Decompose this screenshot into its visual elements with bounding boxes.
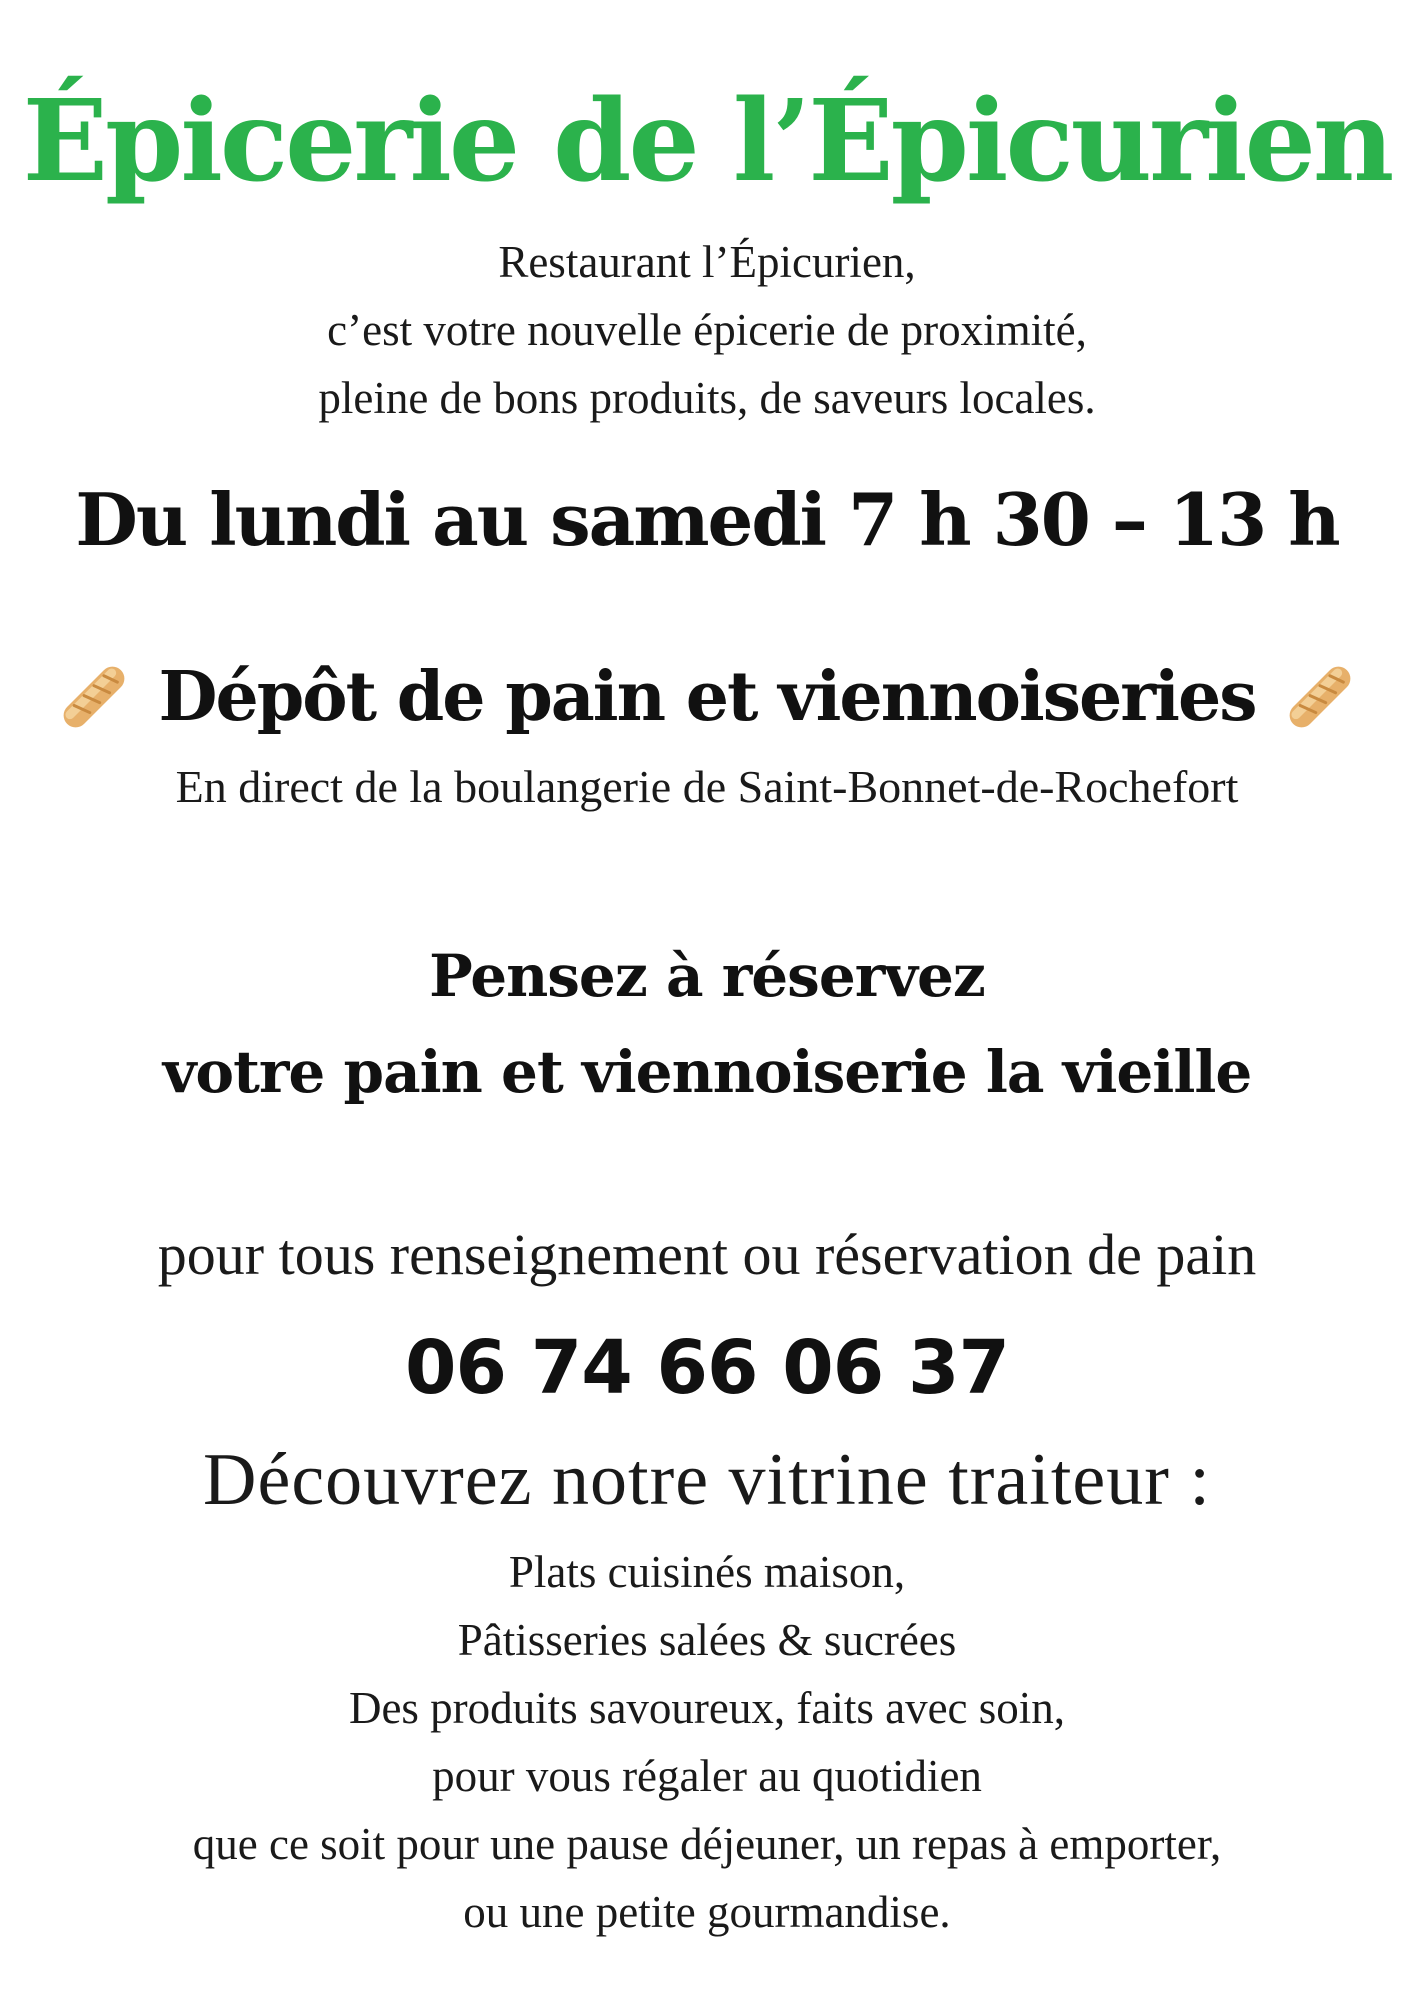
bakery-source: En direct de la boulangerie de Saint-Bonnet-de-Rochefort xyxy=(175,761,1239,812)
traiteur-line: Pâtisseries salées & sucrées xyxy=(457,1615,957,1665)
contact-text: pour tous renseignement ou réservation de pain xyxy=(157,1222,1257,1287)
traiteur-line: ou une petite gourmandise. xyxy=(463,1887,951,1937)
phone-number[interactable]: 06 74 66 06 37 xyxy=(405,1325,1009,1411)
traiteur-line: pour vous régaler au quotidien xyxy=(432,1751,982,1801)
bread-heading xyxy=(0,642,1414,752)
traiteur-line: que ce soit pour une pause déjeuner, un repas à emporter, xyxy=(192,1819,1222,1869)
baguette-icon xyxy=(1278,655,1362,739)
bread-heading-text: Dépôt de pain et viennoiseries xyxy=(158,657,1256,737)
traiteur-list xyxy=(0,1538,1414,1946)
baguette-icon xyxy=(52,655,136,739)
traiteur-line: Plats cuisinés maison, xyxy=(508,1547,906,1597)
intro-line: c’est votre nouvelle épicerie de proximité, xyxy=(327,305,1087,355)
reserve-line: Pensez à réservez xyxy=(429,942,985,1010)
intro-paragraph xyxy=(0,228,1414,432)
traiteur-heading: Découvrez notre vitrine traiteur : xyxy=(203,1439,1211,1521)
shop-title: Épicerie de l’Épicurien xyxy=(22,76,1392,207)
traiteur-line: Des produits savoureux, faits avec soin, xyxy=(348,1683,1066,1733)
intro-line: Restaurant l’Épicurien, xyxy=(498,237,916,287)
reserve-line: votre pain et viennoiserie la vieille xyxy=(162,1038,1252,1106)
opening-hours: Du lundi au samedi 7 h 30 – 13 h xyxy=(75,477,1339,562)
intro-line: pleine de bons produits, de saveurs locales. xyxy=(318,373,1096,423)
reservation-reminder xyxy=(0,928,1414,1120)
